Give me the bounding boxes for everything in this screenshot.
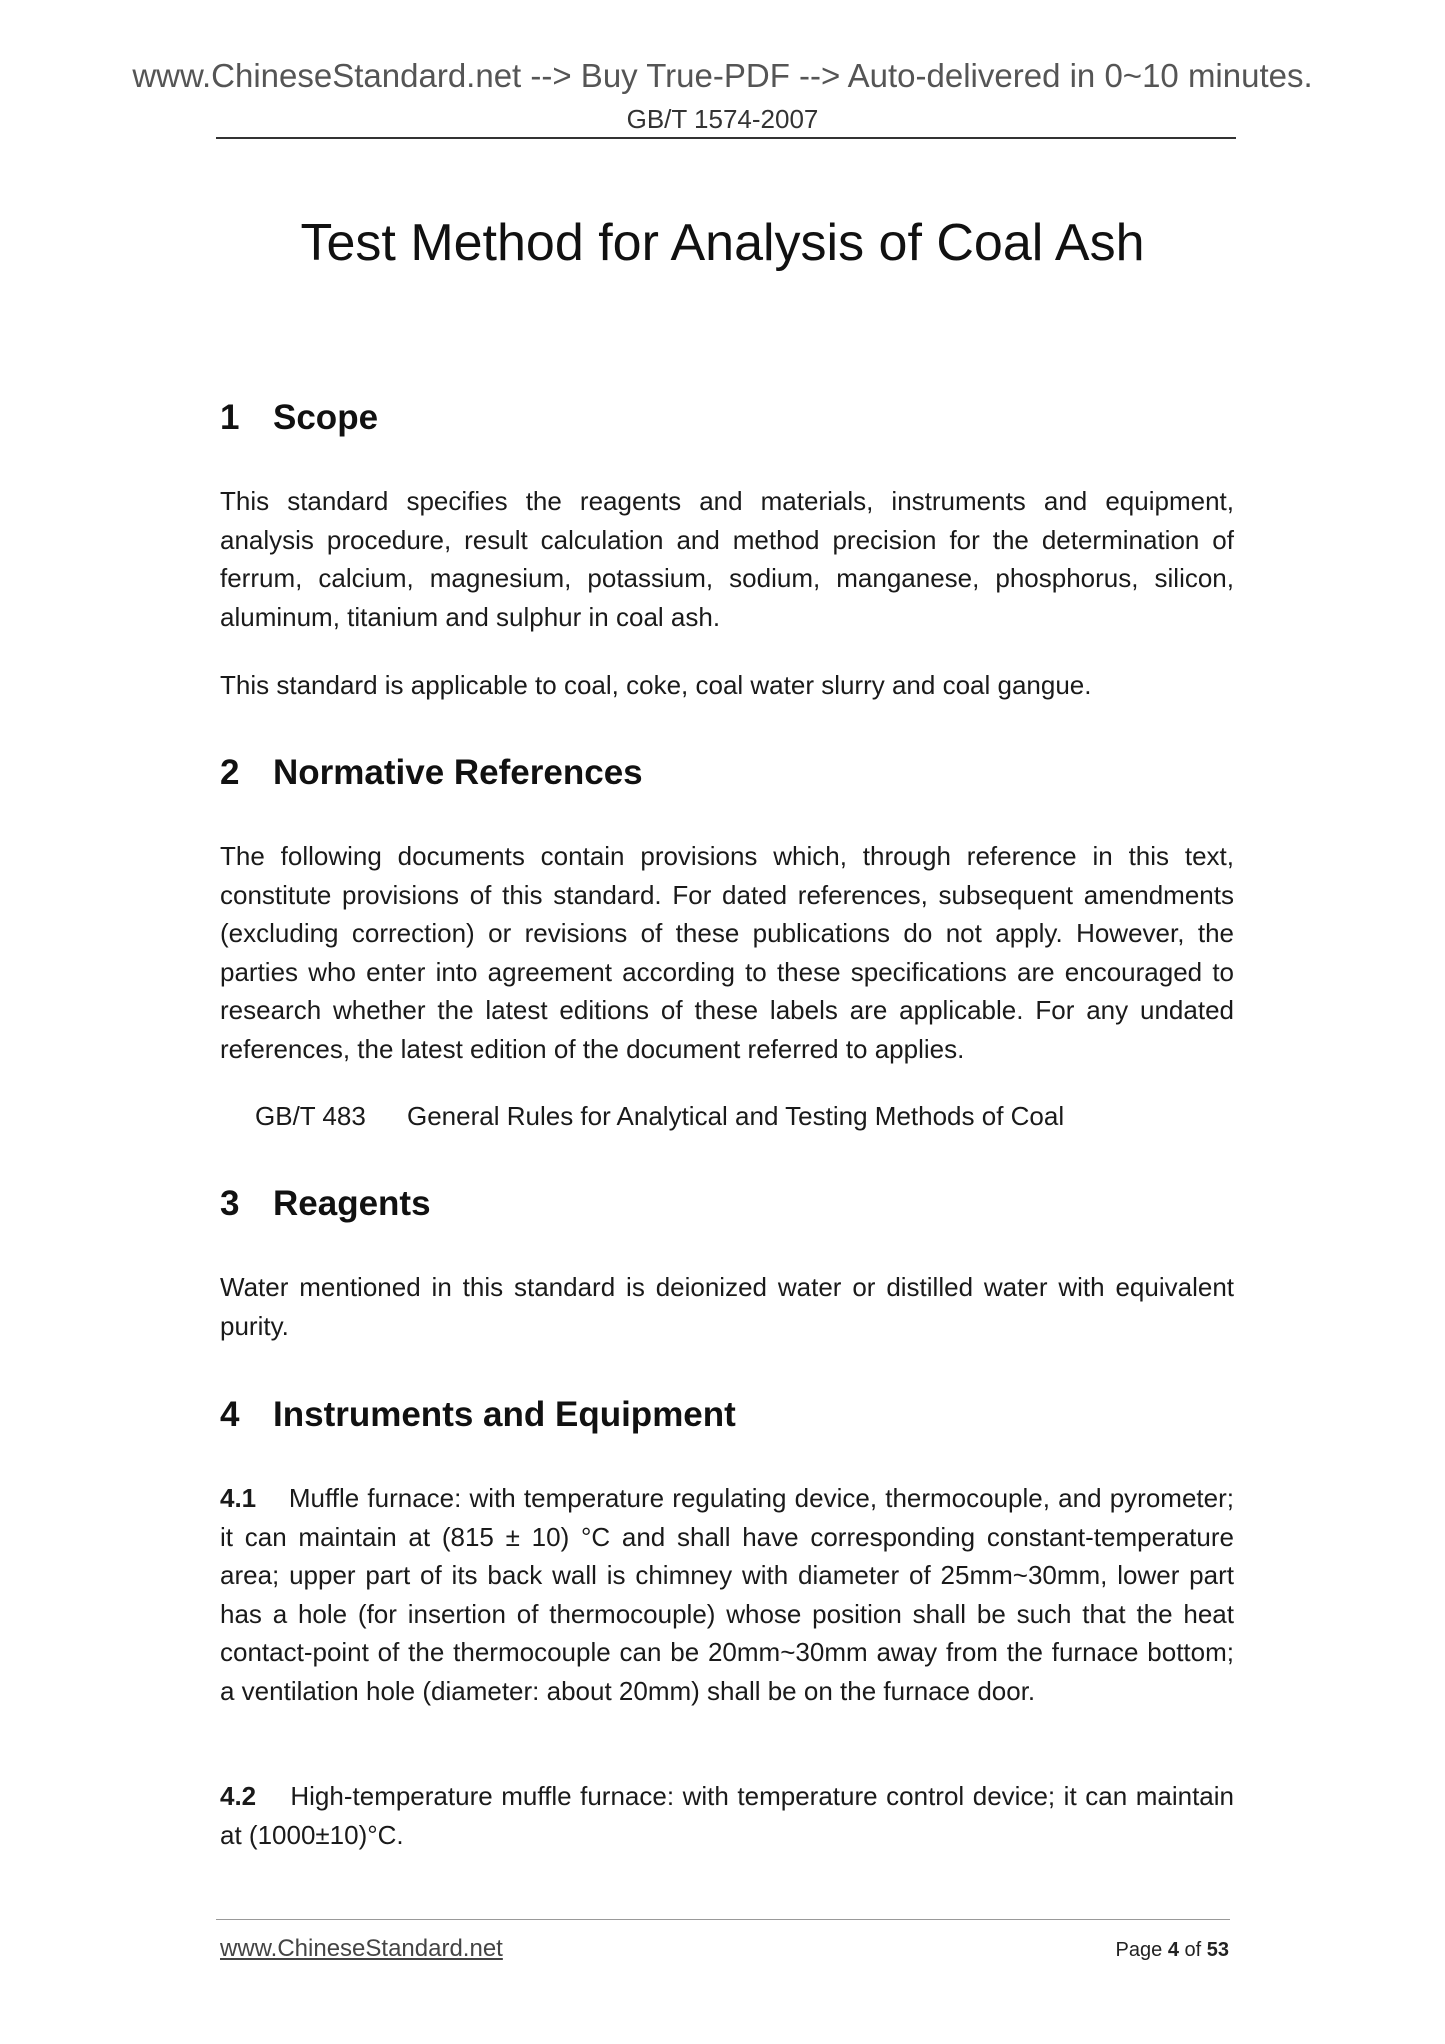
- current-page: 4: [1167, 1939, 1179, 1961]
- section-number: 4: [220, 1395, 240, 1434]
- section-4-heading: [220, 1393, 736, 1437]
- section-1-heading: [220, 396, 378, 440]
- section-3-heading: [220, 1182, 431, 1226]
- clause-text: Muffle furnace: with temperature regulating device, thermocouple, and pyrometer; it can maintain at (815 ± 10) °C and shall have corresponding constant-temperature area; upper part of its back wall is chimney with diameter of 25mm~30mm, lower part has a hole (for insertion of thermocouple) whose position shall be such that the heat contact-point of the thermocouple can be 20mm~30mm away from the furnace bottom; a ventilation hole (diameter: about 20mm) shall be on the furnace door.: [220, 1483, 1234, 1706]
- reference-title: General Rules for Analytical and Testing Methods of Coal: [407, 1101, 1065, 1131]
- section-title: Scope: [273, 398, 379, 437]
- page-of: of: [1184, 1939, 1202, 1961]
- section-number: 1: [220, 398, 240, 437]
- references-paragraph: The following documents contain provisions which, through reference in this text, constitute provisions of this standard. For dated references, subsequent amendments (excluding correction) or revisions of these publications do not apply. However, the parties who enter into agreement according to these specifications are encouraged to research whether the latest editions of these labels are applicable. For any undated references, the latest edition of the document referred to applies.: [220, 841, 1234, 1064]
- scope-paragraph-2: This standard is applicable to coal, coke, coal water slurry and coal gangue.: [220, 670, 1092, 700]
- reference-entry: [255, 1097, 1064, 1135]
- clause-4-2: [220, 1777, 1234, 1854]
- document-code: GB/T 1574-2007: [626, 104, 819, 134]
- section-title: Reagents: [273, 1184, 431, 1223]
- clause-text: High-temperature muffle furnace: with temperature control device; it can maintain at (1000±10)°C.: [220, 1781, 1234, 1850]
- total-pages: 53: [1206, 1939, 1229, 1961]
- top-banner[interactable]: www.ChineseStandard.net --> Buy True-PDF --> Auto-delivered in 0~10 minutes.: [132, 57, 1313, 94]
- reagents-paragraph: Water mentioned in this standard is deionized water or distilled water with equivalent purity.: [220, 1272, 1234, 1341]
- header-divider: [216, 137, 1236, 139]
- clause-number: 4.1: [220, 1483, 257, 1513]
- page-prefix: Page: [1115, 1939, 1163, 1961]
- section-title: Normative References: [273, 753, 643, 792]
- footer-site-link[interactable]: www.ChineseStandard.net: [220, 1935, 503, 1962]
- reference-code: GB/T 483: [255, 1101, 366, 1131]
- section-2-heading: [220, 751, 643, 795]
- clause-4-1: [220, 1479, 1234, 1710]
- document-title: Test Method for Analysis of Coal Ash: [300, 214, 1145, 272]
- page-indicator: [1116, 1936, 1229, 1964]
- section-title: Instruments and Equipment: [273, 1395, 736, 1434]
- scope-paragraph-1: This standard specifies the reagents and materials, instruments and equipment, analysis procedure, result calculation and method precision for the determination of ferrum, calcium, magnesium, potassium, sodium, manganese, phosphorus, silicon, aluminum, titanium and sulphur in coal ash.: [220, 486, 1234, 632]
- section-number: 3: [220, 1184, 240, 1223]
- section-number: 2: [220, 753, 240, 792]
- footer-divider: [216, 1919, 1230, 1920]
- clause-number: 4.2: [220, 1781, 257, 1811]
